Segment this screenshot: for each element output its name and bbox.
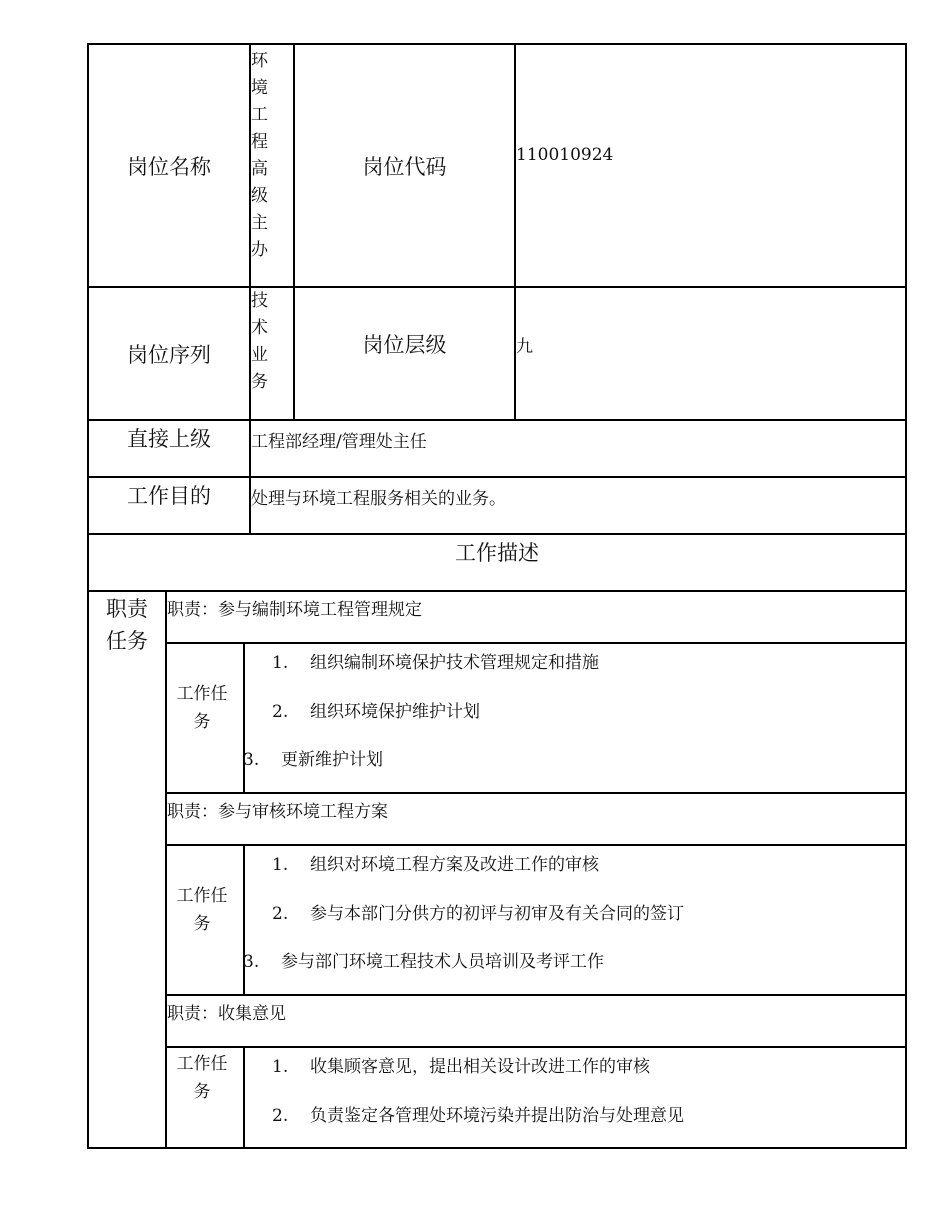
row-divider — [165, 642, 907, 644]
task-text: 负责鉴定各管理处环境污染并提出防治与处理意见 — [310, 1106, 684, 1126]
task-text: 更新维护计划 — [281, 750, 383, 770]
duty-title: 职责：收集意见 — [167, 1004, 286, 1024]
task-text: 参与本部门分供方的初评与初审及有关合同的签订 — [310, 904, 684, 924]
task-text: 组织编制环境保护技术管理规定和措施 — [310, 653, 599, 673]
post-series-label: 岗位序列 — [127, 342, 211, 367]
task-text: 组织对环境工程方案及改进工作的审核 — [310, 855, 599, 875]
purpose-label: 工作目的 — [127, 484, 211, 508]
duty-label: 职责任务 — [106, 597, 148, 653]
row-divider — [165, 792, 907, 794]
post-name-value: 环境工程高级主办 — [251, 51, 268, 260]
task-item — [272, 1052, 650, 1077]
task-item — [272, 1101, 684, 1126]
post-series-value: 技术业务 — [251, 291, 268, 392]
task-number: 2. — [272, 1106, 289, 1126]
column-divider — [243, 844, 245, 996]
task-label: 工作任务 — [176, 1054, 228, 1102]
row-divider — [165, 844, 907, 846]
post-code-value: 110010924 — [516, 145, 614, 165]
task-item — [272, 648, 599, 673]
task-number: 2. — [272, 904, 289, 924]
duty-title: 职责：参与审核环境工程方案 — [167, 802, 388, 822]
task-label: 工作任务 — [176, 684, 228, 732]
task-number: 2. — [272, 702, 289, 722]
task-item — [243, 745, 383, 770]
task-text: 参与部门环境工程技术人员培训及考评工作 — [281, 952, 604, 972]
row-divider — [165, 1046, 907, 1048]
task-number: 1. — [272, 653, 289, 673]
column-divider — [165, 590, 167, 1149]
description-title: 工作描述 — [455, 541, 539, 565]
task-number: 3. — [243, 750, 260, 770]
post-level-label: 岗位层级 — [362, 332, 447, 357]
post-code-label: 岗位代码 — [362, 154, 447, 179]
table-border-bottom — [87, 1147, 907, 1149]
task-number: 1. — [272, 855, 289, 875]
row-divider — [87, 590, 907, 592]
duty-title: 职责：参与编制环境工程管理规定 — [167, 600, 422, 620]
task-number: 3. — [243, 952, 260, 972]
task-item — [243, 947, 604, 972]
task-item — [272, 899, 684, 924]
task-item — [272, 697, 480, 722]
task-number: 1. — [272, 1057, 289, 1077]
column-divider — [243, 642, 245, 794]
column-divider — [514, 43, 516, 421]
post-name-label: 岗位名称 — [127, 154, 211, 179]
task-text: 组织环境保护维护计划 — [310, 702, 480, 722]
column-divider — [243, 1046, 245, 1149]
post-level-value: 九 — [516, 337, 533, 357]
task-label: 工作任务 — [176, 886, 228, 934]
task-item — [272, 850, 599, 875]
supervisor-label: 直接上级 — [127, 427, 211, 451]
supervisor-value: 工程部经理/管理处主任 — [251, 432, 427, 452]
purpose-value: 处理与环境工程服务相关的业务。 — [251, 489, 506, 509]
task-text: 收集顾客意见，提出相关设计改进工作的审核 — [310, 1057, 650, 1077]
table-border-right — [905, 43, 907, 1149]
row-divider — [165, 994, 907, 996]
